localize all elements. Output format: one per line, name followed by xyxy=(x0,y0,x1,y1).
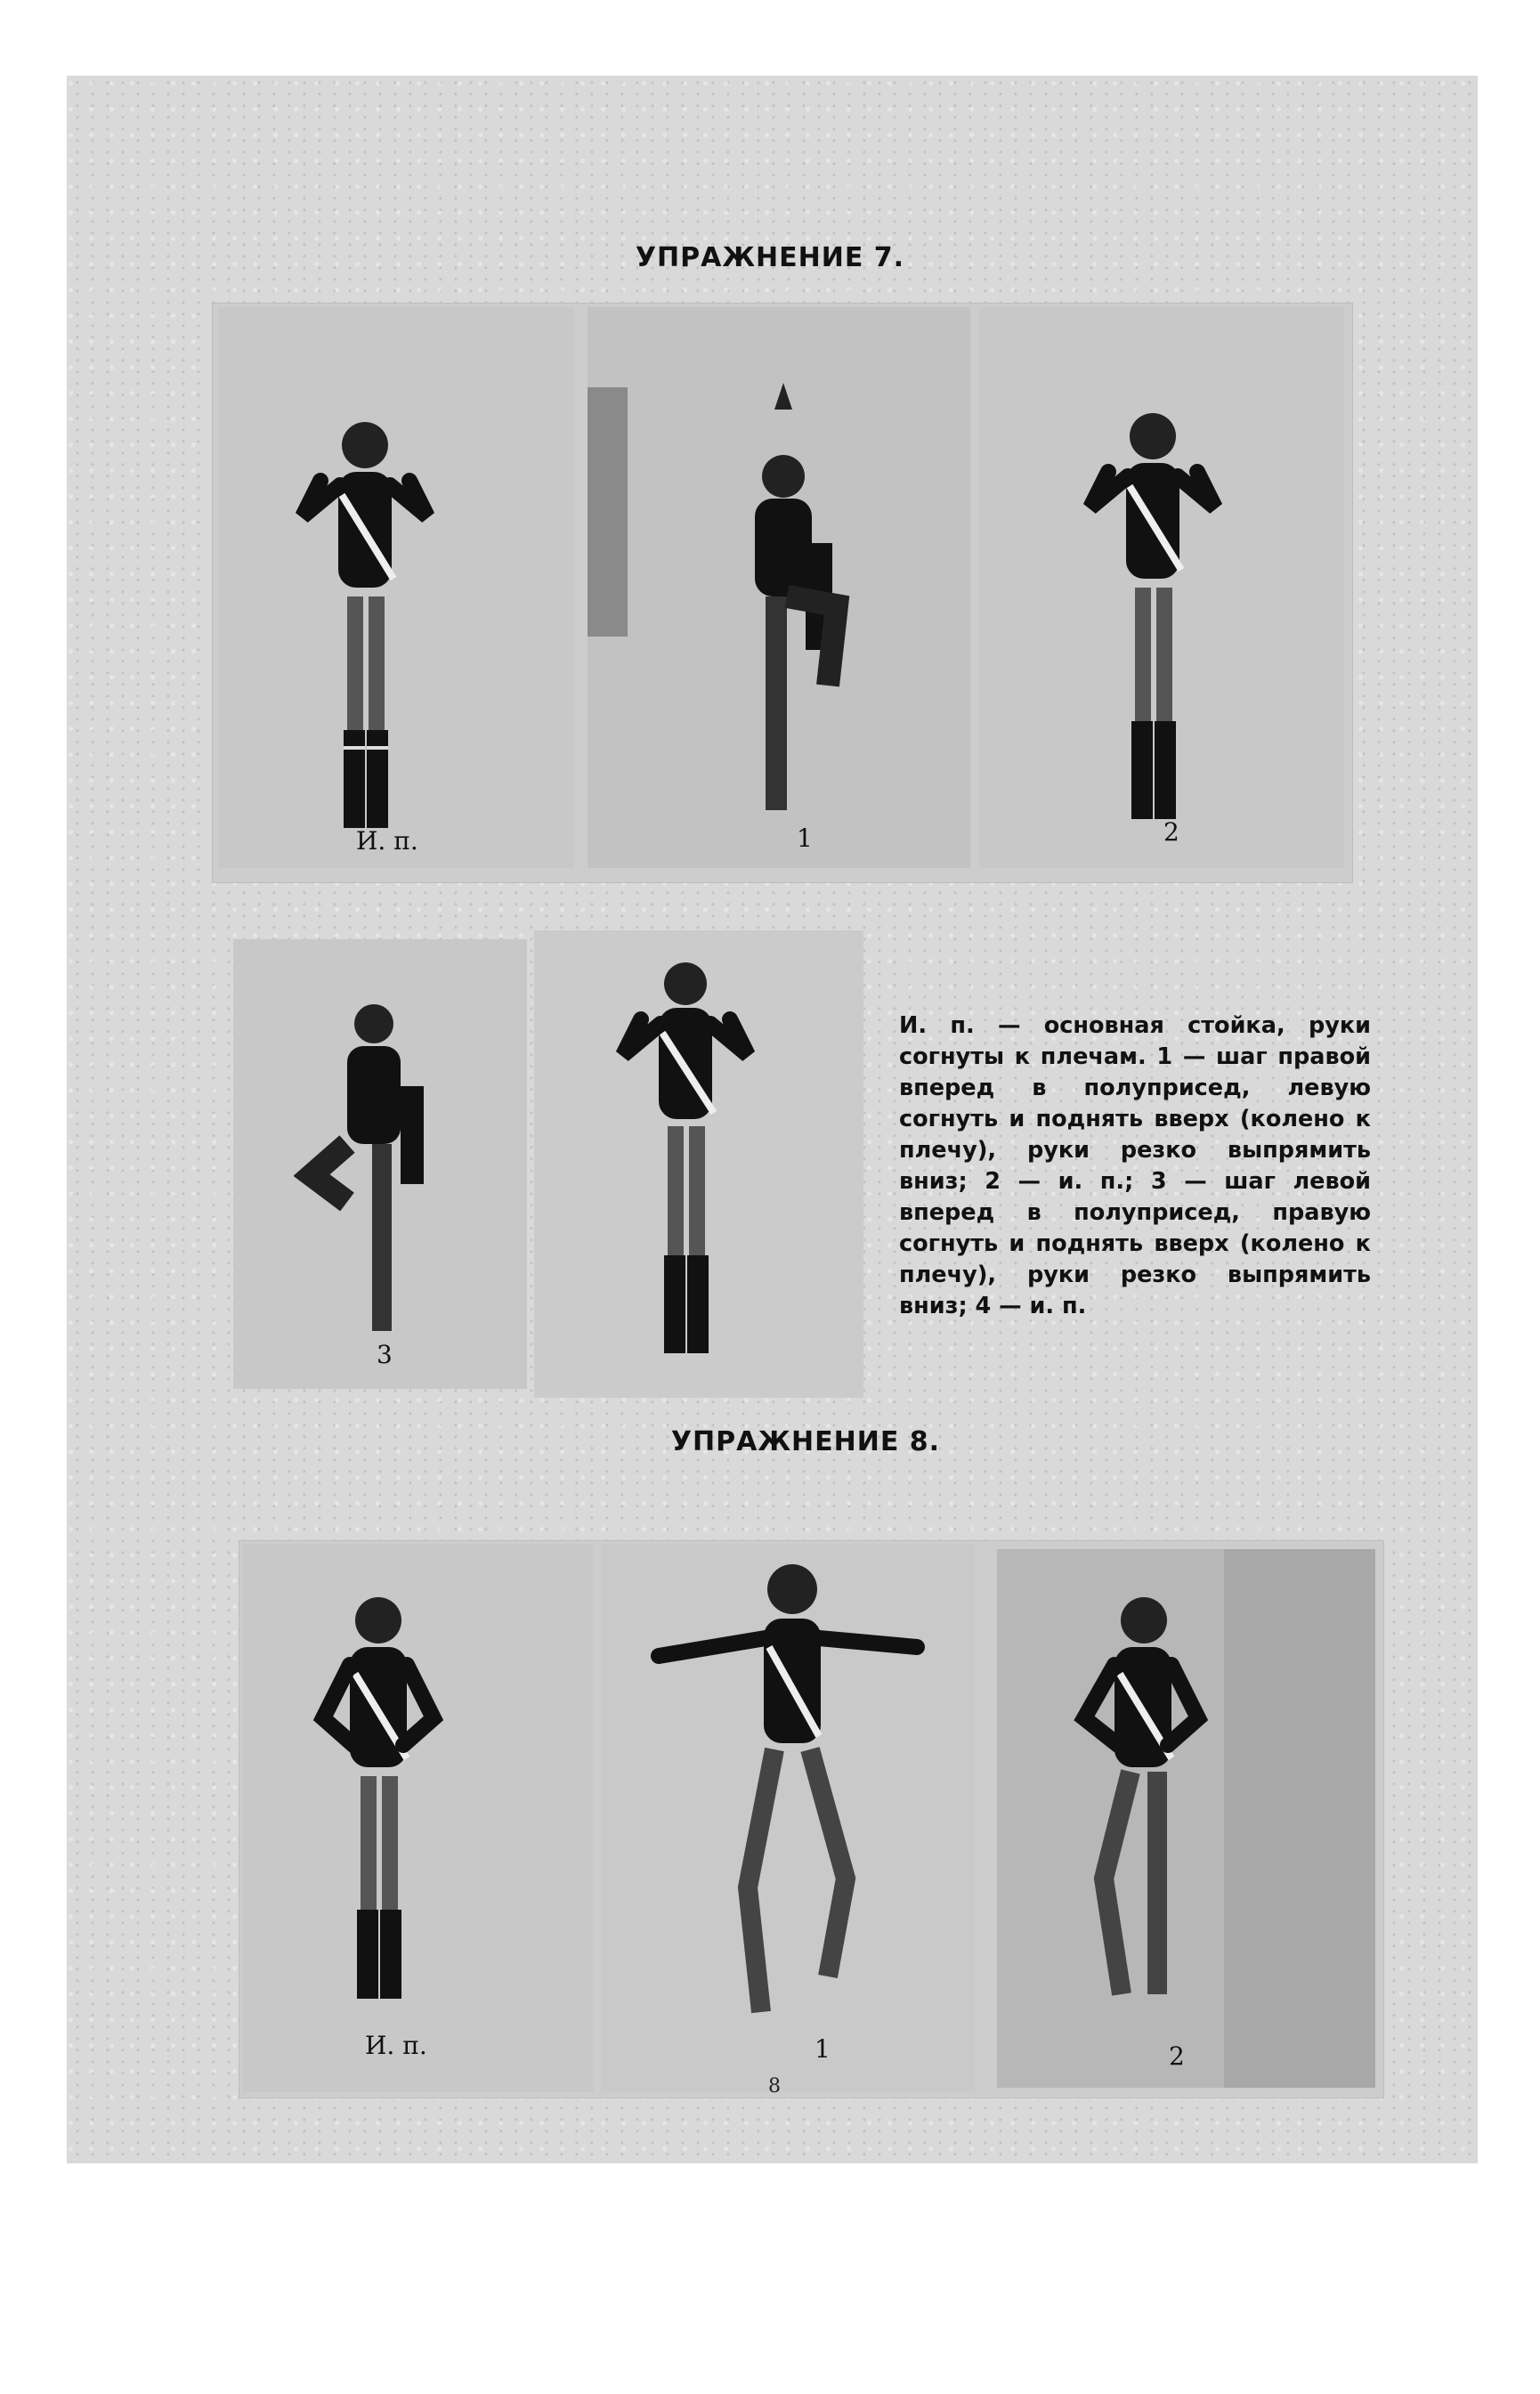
caption-ex8-step2: 2 xyxy=(1169,2041,1185,2071)
gymnast-figure-step2 xyxy=(1073,401,1233,846)
caption-ex8-start: И. п. xyxy=(365,2031,427,2060)
gymnast-figure-ex8-step1 xyxy=(650,1549,935,2048)
caption-ex7-step3: 3 xyxy=(377,1340,393,1369)
caption-ex7-step1: 1 xyxy=(797,824,813,853)
caption-ex7-start: И. п. xyxy=(356,826,418,856)
caption-ex8-step1: 1 xyxy=(815,2034,831,2064)
page-number: 8 xyxy=(768,2075,781,2098)
gymnast-figure-start xyxy=(285,410,445,855)
gymnast-figure-ex8-step2 xyxy=(1059,1585,1220,2030)
caption-ex7-step2: 2 xyxy=(1163,817,1179,847)
gymnast-figure-step3 xyxy=(294,997,454,1353)
gymnast-figure-ex8-start xyxy=(298,1585,458,2030)
gymnast-figure-step1 xyxy=(703,374,863,819)
exercise-7-description: И. п. — основная стойка, руки согнуты к плечам. 1 — шаг правой вперед в полуприсед, левую согнуть и поднять вверх (колено к плечу), руки резко выпрямить вниз; 2 — и. п.; 3 — шаг левой вперед в полуприсед, правую согнуть и поднять вверх (колено к плечу), руки резко выпрямить вниз; 4 — и. п. xyxy=(899,1012,1371,1319)
exercise-8-title: УПРАЖНЕНИЕ 8. xyxy=(670,1426,941,1457)
exercise-7-title: УПРАЖНЕНИЕ 7. xyxy=(635,242,905,273)
gymnast-figure-start-repeat xyxy=(605,953,766,1380)
